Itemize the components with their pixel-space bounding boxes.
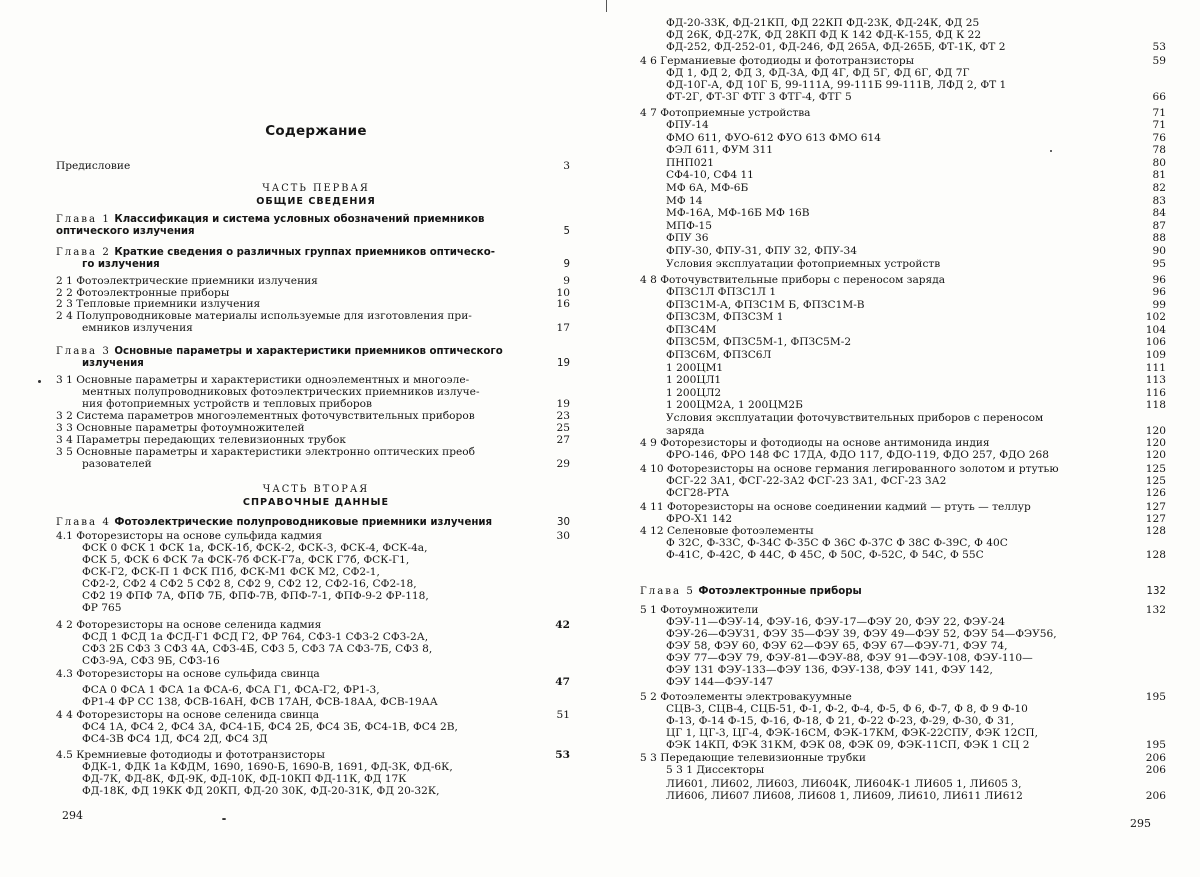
device-list-text: ФПЗС6М, ФПЗС6Л: [666, 349, 772, 361]
entry-text: 4 4 Фоторезисторы на основе селенида свинца: [56, 709, 320, 721]
entry-text: 4.3 Фоторезисторы на основе сульфида свинца: [56, 668, 320, 680]
device-list-line: [640, 41, 1166, 53]
page-number: 19: [557, 358, 570, 369]
device-list-line: [640, 80, 1140, 91]
device-list-line: [56, 579, 556, 590]
page-number: 116: [1145, 386, 1166, 399]
device-list-text: ФР 765: [82, 602, 122, 614]
chapter-5-heading: [640, 586, 1166, 597]
device-list-line: [56, 786, 556, 797]
section-4-6: [640, 55, 1166, 67]
device-list-text: СФ3-9А, СФ3 9Б, СФ3-16: [82, 655, 220, 667]
device-list-text: ФМО 611, ФУО-612 ФУО 613 ФМО 614: [666, 131, 881, 144]
device-list-text: ФСГ-22 3А1, ФСГ-22-3А2 ФСГ-23 3А1, ФСГ-23 3А2: [666, 475, 947, 487]
device-list-text: ФСГ28-РТА: [666, 487, 730, 499]
entry-text: 4 10 Фоторезисторы на основе германия легированного золотом и ртутью: [640, 463, 1059, 475]
page-number: 19: [556, 398, 570, 410]
section-2-3: [56, 298, 570, 310]
list-item: [640, 298, 1166, 311]
device-list-text: ФЭУ 58, ФЭУ 60, ФЭУ 62—ФЭУ 65, ФЭУ 67—ФЭУ-71, ФЭУ 74,: [666, 640, 1008, 652]
device-list-line: [56, 774, 556, 785]
device-list-line: [56, 685, 556, 696]
device-list-line: [640, 475, 1166, 487]
list-item: [640, 207, 1166, 220]
page-number: 5: [563, 226, 570, 237]
list-item: [640, 399, 1166, 412]
device-list-text: ФПУ-30, ФПУ-31, ФПУ 32, ФПУ-34: [666, 245, 857, 257]
page-number: 51: [556, 709, 570, 721]
list-item: [640, 257, 1166, 270]
device-list-text: 1 200ЦМ1: [666, 361, 724, 374]
device-list-text: ФД 1, ФД 2, ФД 3, ФД-3А, ФД 4Г, ФД 5Г, ФД 6Г, ФД 7Г: [666, 67, 970, 79]
section-2-4: [56, 311, 556, 322]
section-4-9: [640, 437, 1166, 449]
section-5-1: [640, 604, 1166, 616]
entry-text: 2 3 Тепловые приемники излучения: [56, 298, 261, 310]
device-list-line: [640, 68, 1140, 79]
device-list-line: [640, 716, 1140, 727]
device-list-text: ФСА 0 ФСА 1 ФСА 1а ФСА-6, ФСА Г1, ФСА-Г2, ФР1-3,: [82, 684, 380, 696]
entry-text: 4 2 Фоторезисторы на основе селенида кадмия: [56, 619, 322, 631]
entry-text: 3 1 Основные параметры и характеристики одноэлементных и многоэле-: [56, 374, 470, 386]
page-number: 17: [556, 322, 570, 334]
device-list-line: [56, 734, 556, 745]
entry-text: 3 5 Основные параметры и характеристики электронно оптических преоб: [56, 446, 476, 458]
entry-text: 2 4 Полупроводниковые материалы используемые для изготовления при-: [56, 310, 472, 322]
chapter-title: Фотоэлектрические полупроводниковые приемники излучения: [114, 517, 493, 528]
device-list-line: [640, 728, 1140, 739]
list-item: [640, 361, 1166, 374]
page-number: 125: [1145, 463, 1166, 475]
device-list-line: [640, 617, 1140, 628]
device-list-line: [56, 697, 556, 708]
device-list-text: ФРО-Х1 142: [666, 513, 733, 525]
page-number: 76: [1152, 131, 1166, 144]
toc-title: Содержание: [265, 123, 367, 139]
device-list-text: ЛИ606, ЛИ607 ЛИ608, ЛИ608 1, ЛИ609, ЛИ610, ЛИ611 ЛИ612: [666, 790, 1023, 802]
entry-text-cont: емников излучения: [82, 322, 193, 334]
device-list-line: [56, 591, 556, 602]
device-list-text: ФДК-1, ФДК 1а КФДМ, 1690, 1690-Б, 1690-В, 1691, ФД-3К, ФД-6К,: [82, 761, 453, 773]
list-item: [640, 131, 1166, 144]
list-item: [640, 219, 1166, 232]
chapter-2-heading: [56, 247, 556, 258]
device-list-line: [56, 543, 556, 554]
page-number: 78: [1152, 144, 1166, 157]
device-list-line: [56, 555, 556, 566]
toc-entry-preface: [56, 160, 570, 172]
device-list-text: ФЭУ 144—ФЭУ-147: [666, 676, 774, 688]
device-list-text: ФПУ-14: [666, 119, 709, 131]
page-number: 120: [1145, 437, 1166, 449]
entry-text: 4 6 Германиевые фотодиоды и фототранзисторы: [640, 55, 915, 67]
section-4-10: [640, 463, 1166, 475]
page-number: 9: [563, 275, 570, 287]
device-list-text: ФД 26К, ФД-27К, ФД 28КП ФД К 142 ФД-К-155, ФД К 22: [666, 29, 982, 41]
device-list-line: [640, 641, 1140, 652]
entry-text: 4 9 Фоторезисторы и фотодиоды на основе антимонида индия: [640, 437, 990, 449]
device-list-line: [56, 722, 556, 733]
device-list-text: ФСД 1 ФСД 1а ФСД-Г1 ФСД Г2, ФР 764, СФ3-1 СФ3-2 СФ3-2А,: [82, 631, 429, 643]
page-number: 106: [1145, 336, 1166, 349]
page-number: 42: [555, 619, 570, 631]
page-number: 120: [1145, 449, 1166, 461]
page-number: 118: [1145, 399, 1166, 412]
page-number: 88: [1152, 232, 1166, 245]
device-list-text: Условия эксплуатации фоточувствительных приборов с переносом: [666, 412, 1044, 424]
page-number: 128: [1145, 549, 1166, 561]
page-number: 195: [1145, 739, 1166, 751]
section-5-3-1: [640, 764, 1166, 776]
device-list-text: 1 200ЦЛ2: [666, 386, 722, 399]
device-list-text: ФЭУ 77—ФЭУ 79, ФЭУ-81—ФЭУ-88, ФЭУ 91—ФЭУ-108, ФЭУ-110—: [666, 652, 1033, 664]
section-5-2: [640, 691, 1166, 703]
page-number: 127: [1145, 513, 1166, 525]
device-list-text: СФ4-10, СФ4 11: [666, 169, 754, 182]
list-item: [640, 386, 1166, 399]
page-number: 71: [1152, 107, 1166, 119]
part-two-subtitle: СПРАВОЧНЫЕ ДАННЫЕ: [242, 497, 390, 508]
entry-text-cont: ментных полупроводниковых фотоэлектрических приемников излуче-: [82, 386, 480, 398]
entry-text: 2 1 Фотоэлектрические приемники излучения: [56, 275, 318, 287]
page-number: 104: [1145, 323, 1166, 336]
list-item: [640, 194, 1166, 207]
chapter-3-heading-cont: [56, 358, 570, 369]
chapter-number: Глава 5: [640, 586, 695, 597]
entry-text: 3 3 Основные параметры фотоумножителей: [56, 422, 305, 434]
chapter-1-heading-cont: [56, 226, 570, 237]
section-4-7: [640, 107, 1166, 119]
device-list-line: [56, 656, 556, 667]
device-list-line: [56, 632, 556, 643]
page-number: 206: [1145, 764, 1166, 776]
device-list-text: СФ2 19 ФПФ 7А, ФПФ 7Б, ФПФ-7В, ФПФ-7-1, ФПФ-9-2 ФР-118,: [82, 590, 429, 602]
page-number: 47: [555, 676, 570, 688]
chapter-title-cont: излучения: [82, 358, 144, 369]
device-list-text: ФПЗС4М: [666, 323, 717, 336]
device-list-text: ФЭЛ 611, ФУМ 311: [666, 144, 773, 157]
device-list-line: [640, 653, 1140, 664]
device-list-line: [56, 603, 556, 614]
device-list-text: ЛИ601, ЛИ602, ЛИ603, ЛИ604К, ЛИ604К-1 ЛИ605 1, ЛИ605 3,: [666, 778, 1022, 790]
entry-text: 4 7 Фотоприемные устройства: [640, 107, 811, 119]
list-item: [640, 323, 1166, 336]
chapter-3-heading: [56, 346, 556, 357]
section-3-5: [56, 447, 556, 458]
section-3-5-cont: [56, 458, 570, 470]
page-number: 16: [556, 298, 570, 310]
page-number: 132: [1145, 604, 1166, 616]
page-number: 3: [563, 160, 570, 172]
device-list-line: [56, 567, 556, 578]
page-folio: 295: [1130, 817, 1151, 830]
device-list-text: ФПЗС1Л ФПЗС1Л 1: [666, 286, 777, 298]
entry-text: 5 3 Передающие телевизионные трубки: [640, 752, 866, 764]
entry-text: 2 2 Фотоэлектронные приборы: [56, 287, 230, 299]
device-list-text: ЦГ 1, ЦГ-3, ЦГ-4, ФЭК-16СМ, ФЭК-17КМ, ФЭК-22СПУ, ФЭК 12СП,: [666, 727, 1039, 739]
device-list-line: [640, 449, 1166, 461]
page-number: 53: [555, 749, 570, 761]
page-number: 81: [1152, 169, 1166, 182]
device-list-line: [640, 790, 1166, 802]
page-number: 96: [1152, 274, 1166, 286]
device-list-text: ФД-252, ФД-252-01, ФД-246, ФД 265А, ФД-265Б, ФТ-1К, ФТ 2: [666, 41, 1006, 53]
section-4-8: [640, 274, 1166, 286]
chapter-title-cont: оптического излучения: [56, 226, 195, 237]
device-list-text: ФПУ 36: [666, 232, 709, 245]
page-number: 80: [1152, 156, 1166, 169]
page-number: 128: [1145, 525, 1166, 537]
page-number: 30: [556, 530, 570, 542]
device-list-text: ФС4 1А, ФС4 2, ФС4 3А, ФС4-1Б, ФС4 2Б, ФС4 3Б, ФС4-1В, ФС4 2В,: [82, 721, 458, 733]
page-number: 206: [1145, 790, 1166, 802]
chapter-title: Краткие сведения о различных группах приемников оптическо-: [114, 247, 495, 258]
page-number: 59: [1152, 55, 1166, 67]
section-3-4: [56, 434, 570, 446]
device-list-text: Ф-13, Ф-14 Ф-15, Ф-16, Ф-18, Ф 21, Ф-22 Ф-23, Ф-29, Ф-30, Ф 31,: [666, 715, 1014, 727]
device-list-text: ФД-20-33К, ФД-21КП, ФД 22КП ФД-23К, ФД-24К, ФД 25: [666, 17, 980, 29]
device-list-text: ФТ-2Г, ФТ-3Г ФТГ 3 ФТГ-4, ФТГ 5: [666, 91, 852, 103]
device-list-text: МФ 14: [666, 194, 703, 207]
device-list-line: [56, 762, 556, 773]
entry-text-cont: ния фотоприемных устройств и тепловых приборов: [82, 398, 372, 410]
device-list-text: СФ3 2Б СФ3 3 СФ3 4А, СФ3-4Б, СФ3 5, СФ3 7А СФ3-7Б, СФ3 8,: [82, 643, 433, 655]
section-3-2: [56, 410, 570, 422]
device-list-line: [640, 779, 1140, 790]
page-number: 23: [556, 410, 570, 422]
page-number: 99: [1152, 298, 1166, 311]
device-list-text: ФПЗС5М, ФПЗС5М-1, ФПЗС5М-2: [666, 336, 852, 349]
page-number: 113: [1145, 374, 1166, 387]
device-list-line: [640, 677, 1140, 688]
section-3-1-cont: [56, 387, 556, 398]
chapter-title: Основные параметры и характеристики приемников оптического: [114, 346, 503, 357]
device-list-text: ФР1-4 ФР СС 138, ФСВ-16АН, ФСВ 17АН, ФСВ-18АА, ФСВ-19АА: [82, 696, 438, 708]
page-number: 30: [557, 517, 570, 528]
device-list-text: 1 200ЦМ2А, 1 200ЦМ2Б: [666, 399, 803, 412]
page-number: 82: [1152, 182, 1166, 194]
entry-text: 4.5 Кремниевые фотодиоды и фототранзисторы: [56, 749, 325, 761]
device-list-text: 1 200ЦЛ1: [666, 374, 722, 387]
page-number: 66: [1152, 91, 1166, 103]
page-number: 206: [1145, 752, 1166, 764]
list-item: [640, 336, 1166, 349]
section-4-11: [640, 501, 1166, 513]
device-list-text: ФСК-Г2, ФСК-П 1 ФСК П1б, ФСК-М1 ФСК М2, СФ2-1,: [82, 566, 380, 578]
device-list-text: ФД-18К, ФД 19КК ФД 20КП, ФД-20 30К, ФД-20-31К, ФД 20-32К,: [82, 785, 440, 797]
section-4-4: [56, 709, 570, 721]
chapter-1-heading: [56, 214, 556, 225]
part-one-label: ЧАСТЬ ПЕРВАЯ: [262, 183, 370, 194]
device-list-text: ФЭК 14КП, ФЭК 31КМ, ФЭК 08, ФЭК 09, ФЭК-11СП, ФЭК 1 СЦ 2: [666, 739, 1030, 751]
entry-text: 4 11 Фоторезисторы на основе соединении кадмий — ртуть — теллур: [640, 501, 1031, 513]
entry-text: 5 3 1 Диссекторы: [666, 764, 765, 776]
device-list-text: МПФ-15: [666, 219, 712, 232]
device-list-text: ФСК 5, ФСК 6 ФСК 7а ФСК-7б ФСК-Г7а, ФСК Г7б, ФСК-Г1,: [82, 554, 410, 566]
device-list-text: ФД-7К, ФД-8К, ФД-9К, ФД-10К, ФД-10КП ФД-11К, ФД 17К: [82, 773, 407, 785]
page-number: 27: [556, 434, 570, 446]
list-item: [640, 286, 1166, 298]
device-list-text: МФ 6А, МФ-6Б: [666, 182, 749, 194]
list-item: [640, 374, 1166, 387]
list-item: [640, 182, 1166, 194]
list-item: [640, 311, 1166, 324]
section-3-1: [56, 375, 556, 386]
entry-text: 4 12 Селеновые фотоэлементы: [640, 525, 814, 537]
device-list-text: ФЭУ 131 ФЭУ-133—ФЭУ 136, ФЭУ-138, ФЭУ 141, ФЭУ 142,: [666, 664, 993, 676]
entry-text: 5 1 Фотоумножители: [640, 604, 759, 616]
chapter-4-heading: [56, 517, 570, 528]
section-5-3: [640, 752, 1166, 764]
page-number: 87: [1152, 219, 1166, 232]
part-one-subtitle: ОБЩИЕ СВЕДЕНИЯ: [256, 196, 376, 207]
page-number: 132: [1146, 586, 1166, 597]
page-number: 127: [1145, 501, 1166, 513]
device-list-line: [56, 644, 556, 655]
scan-speck: [222, 818, 226, 820]
page-number: 120: [1145, 424, 1166, 437]
page-number: 195: [1145, 691, 1166, 703]
device-list-text: ФРО-146, ФРО 148 ФС 17ДА, ФДО 117, ФДО-119, ФДО 257, ФДО 268: [666, 449, 1049, 461]
device-list-line: [640, 513, 1166, 525]
device-list-text: ФЭУ-11—ФЭУ-14, ФЭУ-16, ФЭУ-17—ФЭУ 20, ФЭУ 22, ФЭУ-24: [666, 616, 1006, 628]
scan-speck: [38, 380, 41, 383]
device-list-text: ФСК 0 ФСК 1 ФСК 1а, ФСК-1б, ФСК-2, ФСК-3, ФСК-4, ФСК-4а,: [82, 542, 428, 554]
section-3-3: [56, 422, 570, 434]
entry-text-cont: разователей: [82, 458, 152, 470]
list-item: [640, 424, 1166, 437]
device-list-line: [640, 18, 1140, 29]
device-list-line: [640, 91, 1166, 103]
section-4-5: [56, 749, 570, 761]
chapter-title: Фотоэлектронные приборы: [698, 586, 862, 597]
right-page: [640, 0, 1166, 877]
device-list-text: МФ-16А, МФ-16Б МФ 16В: [666, 207, 810, 220]
page-number: 10: [556, 287, 570, 299]
page-number: 84: [1152, 207, 1166, 220]
device-list-line: [640, 549, 1166, 561]
page-number: 109: [1145, 349, 1166, 361]
list-item: [640, 349, 1166, 361]
device-list-text: заряда: [666, 424, 705, 437]
scan-speck: [1050, 150, 1052, 152]
entry-text: 3 4 Параметры передающих телевизионных трубок: [56, 434, 347, 446]
device-list-line: [640, 629, 1140, 640]
list-item: [640, 144, 1166, 157]
entry-text: 3 2 Система параметров многоэлементных фоточувствительных приборов: [56, 410, 475, 422]
part-two-label: ЧАСТЬ ВТОРАЯ: [262, 484, 370, 495]
list-item: [640, 245, 1166, 257]
device-list-line: [640, 704, 1140, 715]
list-item: [640, 119, 1166, 131]
device-list-line: [640, 538, 1140, 549]
device-list-line: [640, 739, 1166, 751]
page-number: 9: [563, 259, 570, 270]
entry-text: 5 2 Фотоэлементы электровакуумные: [640, 691, 852, 703]
device-list-text: ФС4-3В ФС4 1Д, ФС4 2Д, ФС4 3Д: [82, 733, 268, 745]
device-list-line: [640, 665, 1140, 676]
list-item: [640, 156, 1166, 169]
chapter-title: Классификация и система условных обозначений приемников: [114, 214, 485, 225]
section-4-3: [56, 668, 570, 688]
page-number: 126: [1145, 487, 1166, 499]
chapter-number: Глава 3: [56, 346, 111, 357]
page-folio: 294: [62, 809, 83, 822]
section-3-1-cont2: [56, 398, 570, 410]
page-number: 102: [1145, 311, 1166, 324]
chapter-number: Глава 2: [56, 247, 111, 258]
list-item: [640, 169, 1166, 182]
section-2-1: [56, 275, 570, 287]
device-list-text: ФЭУ-26—ФЭУ31, ФЭУ 35—ФЭУ 39, ФЭУ 49—ФЭУ 52, ФЭУ 54—ФЭУ56,: [666, 628, 1057, 640]
page-number: 29: [556, 458, 570, 470]
entry-text: 4.1 Фоторезисторы на основе сульфида кадмия: [56, 530, 323, 542]
chapter-2-heading-cont: [56, 259, 570, 270]
chapter-number: Глава 4: [56, 517, 111, 528]
page-number: 53: [1152, 41, 1166, 53]
device-list-text: СФ2-2, СФ2 4 СФ2 5 СФ2 8, СФ2 9, СФ2 12, СФ2-16, СФ2-18,: [82, 578, 417, 590]
section-4-12: [640, 525, 1166, 537]
device-list-text: ФПЗС3М, ФПЗС3М 1: [666, 311, 784, 324]
device-list-line: [640, 487, 1166, 499]
left-page: [56, 0, 576, 877]
page-number: 71: [1152, 119, 1166, 131]
entry-text: Предисловие: [56, 160, 131, 172]
device-list-text: Условия эксплуатации фотоприемных устройств: [666, 257, 941, 270]
device-list-text: Ф-41С, Ф-42С, Ф 44С, Ф 45С, Ф 50С, Ф-52С, Ф 54С, Ф 55С: [666, 549, 984, 561]
chapter-title-cont: го излучения: [82, 259, 160, 270]
section-4-2: [56, 619, 570, 631]
page-number: 90: [1152, 245, 1166, 257]
section-4-1: [56, 530, 570, 542]
page-number: 25: [556, 422, 570, 434]
device-list-line: [640, 30, 1140, 41]
device-list-text: ФД-10Г-А, ФД 10Г Б, 99-111А, 99-111Б 99-111В, ЛФД 2, ФТ 1: [666, 79, 1007, 91]
list-item: [640, 232, 1166, 245]
binding-mark: [606, 0, 607, 12]
page-number: 111: [1145, 361, 1166, 374]
device-list-text: ФПЗС1М-А, ФПЗС1М Б, ФПЗС1М-В: [666, 298, 865, 311]
page-number: 125: [1145, 475, 1166, 487]
device-list-text: ПНП021: [666, 156, 714, 169]
page-number: 95: [1152, 257, 1166, 270]
device-list-text: Ф 32С, Ф-33С, Ф-34С Ф-35С Ф 36С Ф-37С Ф 38С Ф-39С, Ф 40С: [666, 537, 1008, 549]
list-item: [640, 413, 1140, 424]
entry-text: 4 8 Фоточувствительные приборы с переносом заряда: [640, 274, 946, 286]
chapter-number: Глава 1: [56, 214, 111, 225]
page-number: 96: [1152, 286, 1166, 298]
section-2-4-cont: [56, 322, 570, 334]
page-number: 83: [1152, 194, 1166, 207]
device-list-text: СЦВ-3, СЦВ-4, СЦБ-51, Ф-1, Ф-2, Ф-4, Ф-5, Ф 6, Ф-7, Ф 8, Ф 9 Ф-10: [666, 703, 1028, 715]
